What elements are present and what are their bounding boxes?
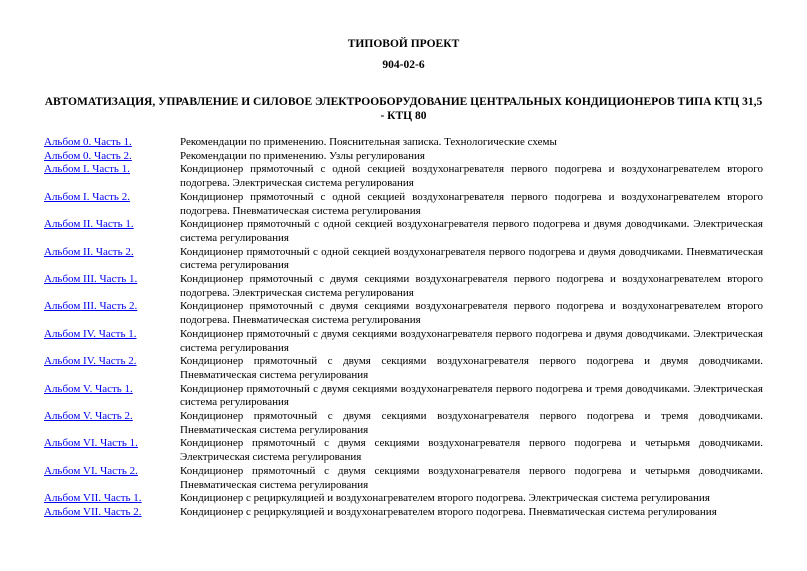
album-link[interactable]: Альбом VI. Часть 1.	[44, 437, 138, 450]
album-link[interactable]: Альбом IV. Часть 2.	[44, 355, 137, 368]
album-row	[44, 300, 763, 327]
album-description: Кондиционер прямоточный с двумя секциями воздухонагревателя первого подогрева и двумя доводчиками. Пневматическая система регулирования	[180, 355, 763, 381]
album-link[interactable]: Альбом 0. Часть 2.	[44, 149, 132, 162]
album-link[interactable]: Альбом VII. Часть 1.	[44, 492, 142, 505]
album-description: Кондиционер прямоточный с одной секцией воздухонагревателя первого подогрева и двумя доводчиками. Пневматическая система регулирования	[180, 245, 763, 272]
album-link[interactable]: Альбом VII. Часть 2.	[44, 505, 142, 518]
album-description: Кондиционер прямоточный с двумя секциями воздухонагревателя первого подогрева и четырьмя доводчиками. Электрическая система регулирования	[180, 437, 763, 464]
album-row	[44, 328, 763, 355]
album-row	[44, 163, 763, 190]
album-row	[44, 410, 763, 437]
album-row	[44, 492, 763, 506]
album-link[interactable]: Альбом III. Часть 1.	[44, 273, 138, 286]
album-description: Кондиционер прямоточный с двумя секциями воздухонагревателя первого подогрева и тремя доводчиками. Электрическая система регулирования	[180, 382, 763, 409]
album-link[interactable]: Альбом II. Часть 2.	[44, 245, 134, 258]
album-link[interactable]: Альбом I. Часть 1.	[44, 163, 130, 176]
album-row	[44, 136, 763, 150]
album-description: Кондиционер с рециркуляцией и воздухонагревателем второго подогрева. Пневматическая система регулирования	[180, 505, 717, 518]
doc-type-heading: ТИПОВОЙ ПРОЕКТ	[347, 38, 460, 50]
album-row	[44, 246, 763, 273]
album-description: Рекомендации по применению. Пояснительная записка. Технологические схемы	[180, 136, 557, 148]
doc-number-heading: 904-02-6	[382, 59, 425, 71]
album-description: Кондиционер прямоточный с двумя секциями воздухонагревателя первого подогрева и двумя доводчиками. Электрическая система регулирования	[180, 327, 763, 354]
album-row	[44, 465, 763, 492]
album-link[interactable]: Альбом V. Часть 2.	[44, 410, 133, 423]
album-description: Кондиционер прямоточный с одной секцией воздухонагревателя первого подогрева и двумя доводчиками. Электрическая система регулирования	[180, 218, 763, 244]
album-description: Кондиционер прямоточный с одной секцией воздухонагревателя первого подогрева и воздухонагревателем второго подогрева. Пневматическая система регулирования	[180, 190, 763, 217]
album-link[interactable]: Альбом V. Часть 1.	[44, 382, 133, 395]
album-row	[44, 355, 763, 382]
album-link[interactable]: Альбом VI. Часть 2.	[44, 464, 138, 477]
album-row	[44, 150, 763, 164]
album-link[interactable]: Альбом II. Часть 1.	[44, 218, 134, 231]
album-row	[44, 191, 763, 218]
album-description: Кондиционер прямоточный с двумя секциями воздухонагревателя первого подогрева и воздухонагревателем второго подогрева. Электрическая система регулирования	[180, 273, 763, 299]
album-list	[44, 136, 763, 520]
doc-title: АВТОМАТИЗАЦИЯ, УПРАВЛЕНИЕ И СИЛОВОЕ ЭЛЕКТРООБОРУДОВАНИЕ ЦЕНТРАЛЬНЫХ КОНДИЦИОНЕРОВ ТИПА КТЦ 31,5 - КТЦ 80	[44, 96, 763, 122]
album-description: Кондиционер прямоточный с двумя секциями воздухонагревателя первого подогрева и воздухонагревателем второго подогрева. Пневматическая система регулирования	[180, 300, 763, 327]
album-link[interactable]: Альбом I. Часть 2.	[44, 190, 130, 203]
album-link[interactable]: Альбом III. Часть 2.	[44, 300, 138, 313]
album-row	[44, 273, 763, 300]
album-link[interactable]: Альбом 0. Часть 1.	[44, 136, 132, 148]
album-row	[44, 506, 763, 520]
album-link[interactable]: Альбом IV. Часть 1.	[44, 327, 137, 340]
album-description: Кондиционер прямоточный с двумя секциями воздухонагревателя первого подогрева и четырьмя доводчиками. Пневматическая система регулирования	[180, 464, 763, 491]
album-description: Кондиционер прямоточный с двумя секциями воздухонагревателя первого подогрева и тремя доводчиками. Пневматическая система регулирования	[180, 410, 763, 436]
album-description: Кондиционер прямоточный с одной секцией воздухонагревателя первого подогрева и воздухонагревателем второго подогрева. Электрическая система регулирования	[180, 163, 763, 190]
album-row	[44, 218, 763, 245]
album-description: Кондиционер с рециркуляцией и воздухонагревателем второго подогрева. Электрическая система регулирования	[180, 492, 710, 505]
album-row	[44, 437, 763, 464]
album-description: Рекомендации по применению. Узлы регулирования	[180, 149, 425, 162]
album-row	[44, 383, 763, 410]
